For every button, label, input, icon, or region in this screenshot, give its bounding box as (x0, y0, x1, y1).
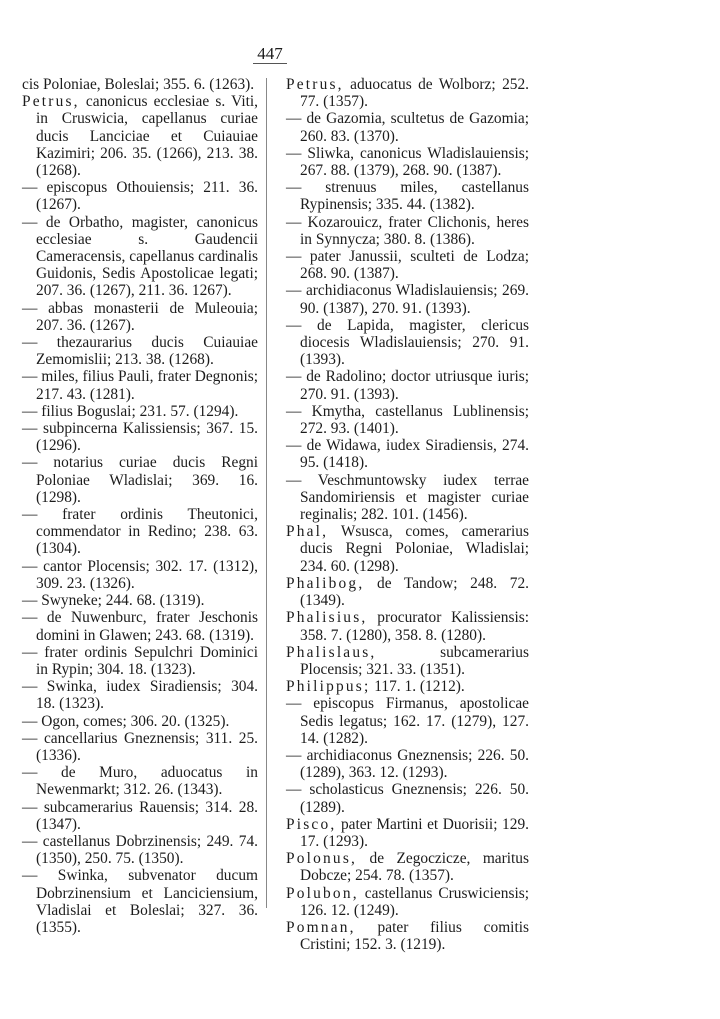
entry-head: — (286, 746, 302, 764)
entry-head: Polonus, (286, 850, 358, 868)
index-entry (286, 317, 529, 369)
index-entry (22, 506, 258, 558)
entry-text: Kmytha, castellanus Lublinensis; 272. 93. (1401). (300, 402, 529, 438)
entry-head: Petrus, (22, 93, 80, 111)
entry-text: Swinka, subvenator ducum Dobrzinensium et Lanciciensium, Vladislai et Boleslai; 327. 36. (1355). (36, 867, 258, 936)
entry-text: de Widawa, iudex Siradiensis, 274. 95. (1418). (300, 437, 529, 472)
entry-head: — (22, 643, 38, 661)
entry-head: Phalibog, (286, 574, 365, 592)
entry-text: pater Janussii, sculteti de Lodza; 268. 90. (1387). (300, 248, 529, 283)
index-entry (286, 368, 529, 402)
entry-text: episcopus Othouiensis; 211. 36. (1267). (36, 179, 258, 214)
index-entry (286, 816, 529, 850)
index-entry (22, 799, 258, 833)
entry-text: cancellarius Gneznensis; 311. 25. (1336). (36, 729, 258, 764)
entry-head: — (22, 213, 38, 231)
index-entry (286, 919, 529, 953)
entry-text: 117. 1. (1212). (370, 678, 465, 696)
entry-head: — (286, 316, 302, 334)
index-entry (22, 730, 258, 764)
index-entry (286, 145, 529, 179)
entry-text: pater filius comitis Cristini; 152. 3. (1219). (300, 918, 529, 954)
entry-text: castellanus Dobrzinensis; 249. 74. (1350), 250. 75. (1350). (36, 832, 258, 868)
index-entry (286, 437, 529, 471)
right-column (286, 76, 529, 953)
entry-head: — (286, 179, 302, 197)
index-entry (22, 678, 258, 712)
index-entry (22, 420, 258, 454)
entry-head: Phal, (286, 523, 329, 541)
entry-head: — (22, 454, 38, 472)
index-entry (286, 523, 529, 575)
index-entry (286, 179, 529, 213)
entry-head: — (22, 402, 38, 420)
index-entry (22, 558, 258, 592)
entry-text: de Lapida, magister, clericus diocesis Wladislauiensis; 270. 91. (1393). (300, 316, 529, 369)
entry-text: Sliwka, canonicus Wladislauiensis; 267. 88. (1379), 268. 90. (1387). (300, 144, 529, 180)
index-entry (286, 282, 529, 316)
index-entry (286, 609, 529, 643)
entry-text: abbas monasterii de Muleouia; 207. 36. (1267). (36, 299, 258, 334)
entry-text: Veschmuntowsky iudex terrae Sandomiriensis et magister curiae reginalis; 282. 101. (1456). (300, 471, 529, 524)
entry-head: — (22, 832, 38, 850)
entry-head: Polubon, (286, 884, 359, 902)
entry-head: — (22, 609, 38, 627)
entry-head: — (22, 506, 38, 524)
entry-head: — (22, 678, 38, 696)
entry-text: frater ordinis Sepulchri Dominici in Rypin; 304. 18. (1323). (36, 643, 258, 678)
index-entry (22, 403, 258, 420)
index-entry (286, 781, 529, 815)
entry-text: cantor Plocensis; 302. 17. (1312), 309. 23. (1326). (36, 557, 258, 592)
entry-text: Swyneke; 244. 68. (1319). (37, 592, 205, 610)
entry-text: Kozarouicz, frater Clichonis, heres in Synnycza; 380. 8. (1386). (300, 213, 529, 248)
entry-text: filius Boguslai; 231. 57. (1294). (37, 402, 239, 420)
entry-text: de Muro, aduocatus in Newenmarkt; 312. 26. (1343). (36, 764, 258, 799)
entry-head: — (22, 798, 38, 816)
entry-text: cis Poloniae, Boleslai; 355. 6. (1263). (22, 76, 255, 93)
index-entry (22, 833, 258, 867)
entry-head: — (286, 437, 302, 455)
entry-text: de Radolino; doctor utriusque iuris; 270. 91. (1393). (300, 368, 529, 403)
index-entry (286, 403, 529, 437)
column-divider (266, 78, 267, 908)
entry-head: — (286, 695, 302, 713)
entry-head: Phalislaus, (286, 643, 377, 661)
entry-head: — (22, 867, 38, 885)
entry-text: thezaurarius ducis Cuiauiae Zemomislii; 213. 38. (1268). (36, 334, 258, 369)
entry-text: pater Martini et Duorisii; 129. 17. (1293). (300, 815, 529, 850)
entry-text: subpincerna Kalissiensis; 367. 15. (1296). (36, 420, 258, 455)
index-entry (22, 764, 258, 798)
entry-head: — (22, 557, 38, 575)
entry-text: procurator Kalissiensis: 358. 7. (1280), 358. 8. (1280). (300, 609, 529, 644)
index-entry (22, 76, 258, 93)
entry-text: strenuus miles, castellanus Rypinensis; 335. 44. (1382). (300, 179, 529, 214)
entry-head: — (286, 471, 302, 489)
entry-head: — (22, 712, 38, 730)
entry-text: episcopus Firmanus, apostolicae Sedis legatus; 162. 17. (1279), 127. 14. (1282). (300, 695, 529, 747)
page-number-text: 447 (253, 44, 287, 64)
index-entry (22, 454, 258, 506)
entry-text: de Tandow; 248. 72. (1349). (300, 574, 529, 610)
index-entry (22, 713, 258, 730)
entry-head: — (22, 299, 38, 317)
entry-head: — (286, 110, 302, 128)
entry-text: frater ordinis Theutonici, commendator in Redino; 238. 63. (1304). (36, 506, 258, 558)
entry-head: — (286, 402, 302, 420)
entry-text: de Orbatho, magister, canonicus ecclesiae s. Gaudencii Cameracensis, capellanus cardinalis Guidonis, Sedis Apostolicae legati; 207. 36. (1267), 211. 36. 1267). (36, 213, 258, 300)
index-entry (286, 850, 529, 884)
index-entry (286, 214, 529, 248)
entry-text: de Zegoczicze, maritus Dobcze; 254. 78. (1357). (300, 850, 529, 885)
index-entry (22, 93, 258, 179)
entry-head: — (22, 179, 38, 197)
entry-head: — (286, 368, 302, 386)
entry-text: castellanus Cruswiciensis; 126. 12. (1249). (300, 884, 529, 919)
entry-text: de Gazomia, scultetus de Gazomia; 260. 83. (1370). (300, 110, 529, 145)
entry-head: — (286, 781, 302, 799)
index-entry (22, 214, 258, 300)
entry-text: subcamerarius Rauensis; 314. 28. (1347). (36, 798, 258, 833)
entry-text: subcamerarius Plocensis; 321. 33. (1351). (300, 643, 529, 678)
entry-head: — (286, 282, 302, 300)
index-entry (22, 592, 258, 609)
entry-text: de Nuwenburc, frater Jeschonis domini in Glawen; 243. 68. (1319). (36, 609, 258, 644)
index-entry (22, 300, 258, 334)
entry-text: archidiaconus Wladislauiensis; 269. 90. (1387), 270. 91. (1393). (300, 282, 529, 317)
entry-text: Swinka, iudex Siradiensis; 304. 18. (1323). (36, 678, 258, 713)
entry-head: Phalisius, (286, 609, 368, 627)
entry-text: Wsusca, comes, camerarius ducis Regni Poloniae, Wladislai; 234. 60. (1298). (300, 523, 529, 575)
index-entry (286, 885, 529, 919)
entry-text: archidiaconus Gneznensis; 226. 50. (1289), 363. 12. (1293). (300, 746, 529, 782)
index-entry (286, 678, 529, 695)
index-entry (286, 695, 529, 747)
entry-head: — (22, 420, 38, 438)
entry-head: — (286, 144, 302, 162)
entry-head: Petrus, (286, 76, 344, 93)
entry-text: canonicus ecclesiae s. Viti, in Cruswicia, capellanus curiae ducis Lanciciae et Cuiauiae Kazimiri; 206. 35. (1266), 213. 38. (1268). (36, 93, 258, 180)
entry-head: — (22, 334, 38, 352)
entry-head: — (286, 248, 302, 266)
entry-head: Philippus; (286, 678, 371, 696)
entry-head: Pisco, (286, 815, 337, 833)
left-column (22, 76, 258, 936)
index-entry (286, 575, 529, 609)
index-entry (286, 248, 529, 282)
index-entry (286, 747, 529, 781)
index-entry (22, 334, 258, 368)
entry-text: Ogon, comes; 306. 20. (1325). (37, 712, 230, 730)
entry-head: — (22, 592, 38, 610)
index-entry (22, 368, 258, 402)
entry-head: — (22, 729, 38, 747)
entry-text: scholasticus Gneznensis; 226. 50. (1289). (300, 781, 529, 816)
index-entry (22, 179, 258, 213)
entry-text: notarius curiae ducis Regni Poloniae Wladislai; 369. 16. (1298). (36, 454, 258, 506)
entry-head: Pomnan, (286, 918, 356, 936)
index-entry (22, 644, 258, 678)
index-entry (286, 644, 529, 678)
entry-head: — (22, 368, 38, 386)
index-entry (22, 609, 258, 643)
entry-head: — (22, 764, 38, 782)
entry-head: — (286, 213, 302, 231)
index-entry (286, 472, 529, 524)
index-entry (286, 110, 529, 144)
index-entry (286, 76, 529, 110)
index-entry (22, 867, 258, 936)
page-number (0, 44, 540, 64)
entry-text: aduocatus de Wolborz; 252. 77. (1357). (300, 76, 529, 111)
entry-text: miles, filius Pauli, frater Degnonis; 217. 43. (1281). (36, 368, 258, 403)
